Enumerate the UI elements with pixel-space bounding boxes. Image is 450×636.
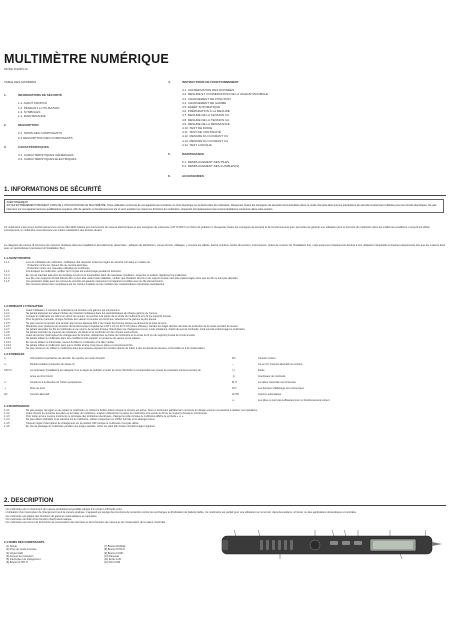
list-item-text: Lorsque le multimètre est relié à un circuit de mesure, ne touchez à la pointe de la sonde du multimètre et le fil (ou support) d'essai. bbox=[26, 315, 172, 319]
component-item: (10) Panneau bbox=[104, 554, 120, 558]
list-item-number: 1.1.1 bbox=[4, 261, 10, 264]
list-item bbox=[4, 425, 446, 428]
list-item-number: 1.4.1 bbox=[4, 409, 10, 412]
toc-subitem: 4.14. TEST LOGIQUE bbox=[182, 142, 212, 147]
symbol-description: Les données d'affichage sont conservées. bbox=[258, 387, 305, 390]
toc-subitem: 1.4. MAINTENANCE bbox=[18, 114, 46, 119]
toc-section-number: 6. bbox=[168, 173, 171, 178]
list-item-number: 1.2.8 bbox=[4, 331, 10, 335]
toc-group bbox=[4, 123, 154, 140]
toc-section-number: 2. bbox=[4, 123, 7, 128]
list-item-text: Toujours régler l'interrupteur de changement sur la position OFF lorsque le multimètre n'est pas utilisé. bbox=[26, 421, 140, 425]
toc-subitem: 4.2. MESURE ET CONSERVATION DE LA VALEUR MAXIMALE bbox=[182, 92, 268, 97]
symbol-glyph: DC bbox=[232, 357, 236, 360]
list-item-number bbox=[4, 283, 26, 286]
component-item: (9) Bouton FUNC. bbox=[104, 551, 125, 555]
list-item-number: 1.4.3 bbox=[4, 415, 10, 419]
toc-subitem: 1.2. PENDANT L'UTILISATION bbox=[18, 105, 60, 110]
warning-text: SOYEZ EXTRÊMEMENT PRUDENT LORS DE L'UTILISATION DE CE MULTIMÈTRE. Toute utilisation incorrecte de cet appareil peut entraîner un choc électrique ou la destruction du multimètre. Respectez toutes les consignes de sécurité recommandées dans ce mode d'emploi ainsi que les précautions de sécurité couramment utilisées pour les circuits électriques. Ne pas intervenir sur cet appareil sans les qualifications requises. Afin de garantir un fonctionnement sûr et pour exploiter au mieux les fonctions du multimètre, respectez scrupuleusement les recommandations contenues dans cette section. bbox=[6, 204, 437, 211]
list-item-number: 1.1.3 bbox=[4, 273, 10, 277]
list-item-number: 1.1.5 bbox=[4, 279, 10, 283]
symbol-description: Avertisseur de continuité bbox=[258, 375, 286, 378]
list-item-text: Des mesures doivent être remplacées par les mêmes modèles ou des modèles aux caractéristiques électriques équivalentes. bbox=[26, 283, 165, 287]
symbol-glyph: ⏚ bbox=[4, 387, 7, 390]
subheading-1-1: 1.1 AVANT PROPOS bbox=[4, 256, 31, 260]
subheading-1-4: 1.4 MAINTENANCE bbox=[4, 404, 30, 408]
toc-subitem: 2.2 DESCRIPTION DES COMPOSANTS bbox=[18, 135, 73, 140]
symbol-description: Informations importantes de sécurité. Se reporter au mode d'emploi. bbox=[30, 357, 106, 360]
description-bullet: · Ce multimètre est doté d'une fonction d'arrêt automatique. bbox=[4, 517, 73, 521]
symbol-description: Double isolation (protection de classe II) bbox=[30, 363, 75, 366]
toc-subitem: 1.1. AVANT PROPOS bbox=[18, 101, 47, 106]
toc-subitem: 4.12. MESURE DU COURANT CC bbox=[182, 134, 229, 139]
list-item-text: Ne jamais raccorder les fils du multimètre à une source de tension lorsque l'interrupteur de changement est en mode résistance, d'arrêt du test de continuité. Cela pourrait endommager le multimètre. bbox=[26, 327, 246, 331]
component-item: (3) Voyant LED bbox=[6, 551, 23, 555]
toc-section-number: 5. bbox=[168, 152, 171, 157]
list-item-text: Pour la gamme manuelle, lorsque l'échelle des valeurs à mesurer est inconnue, sélectionnez la gamme la plus élevée. bbox=[26, 318, 157, 322]
section-rule bbox=[4, 505, 446, 506]
warning-box bbox=[4, 199, 444, 213]
toc-heading: TABLE DES MATIÈRES bbox=[4, 80, 37, 84]
list-item-text: Les fils et les supports d'essai doivent être en bon état. Avant toute utilisation, vérifiez que l'isolation des fils et du support d'essai n'est pas endommagée et/ou que les fils ne sont pas dénudés. bbox=[26, 276, 239, 280]
list-item-text: Ne pas mesurer la tension si la tension aux bornes dépasse 600 V au niveau des bornes situées au-dessus de la prise de terre. bbox=[26, 321, 168, 325]
description-bullet: · Ce multimètre est équipé des fonctions de gammes automatiques et manuelles. bbox=[4, 514, 98, 518]
toc-subitem: 2.1. NOMS DES COMPOSANTS bbox=[18, 131, 63, 136]
symbol-glyph: ⚠ bbox=[4, 381, 7, 384]
toc-group bbox=[168, 174, 348, 182]
list-item-text: En cas de mauvais état et/ou de stockage incorrect ou d'expédition dans de mauvaises conditions, inspectez et évaluez rapidement le multimètre. bbox=[26, 273, 188, 277]
list-item-text: En cas de stockage du multimètre pendant une longue période, retirer les piles afin d'éviter d'endommager l'appareil. bbox=[26, 424, 156, 428]
list-item-text: En cas de défaut ou d'anomalie, cessez d'utiliser le multimètre et le faire vérifier. bbox=[26, 340, 115, 344]
symbol-description: Les piles ne sont pas suffisantes pour un fonctionnement correct. bbox=[258, 399, 331, 402]
component-item: (1) Sonde bbox=[6, 545, 17, 548]
symbol-description: La surtension (installation) de catégorie III et le degré de pollution 2 selon la norme CEI 1010-1 correspondent au niveau de protection contre la tension de tenue au choc fourni. bbox=[30, 369, 201, 378]
list-item-number: 1.2.2 bbox=[4, 312, 10, 316]
list-item-number: 1.2.6 bbox=[4, 324, 10, 328]
subheading-2-1: 2.1 NOMS DES COMPOSANTS bbox=[4, 540, 45, 544]
section-1-title: 1. INFORMATIONS DE SÉCURITÉ bbox=[4, 186, 102, 193]
list-item-text: Ne jamais utiliser le multimètre sans que le boîtier arrière n'est pas en place et correctement fixé. bbox=[26, 343, 134, 347]
toc-subitem: 4.7. MESURE DE LA TENSION CC bbox=[182, 113, 230, 118]
symbol-description: Gamme automatique bbox=[258, 393, 282, 396]
list-item-number: 1.2.4 bbox=[4, 318, 10, 322]
toc-subitem: 4.11. TEST DE CONTINUITÉ bbox=[182, 130, 222, 135]
toc-right bbox=[168, 80, 348, 187]
list-item-number: 1.2.12 bbox=[4, 343, 11, 347]
toc-section-number: 3. bbox=[4, 144, 7, 149]
symbol-description: CA ou CC (courant alternatif ou continu) bbox=[258, 363, 303, 366]
toc-section-label: MAINTENANCE bbox=[182, 152, 205, 157]
list-item-text: Manipulez avec prudence les tensions de fonctionnement supérieures à 60 V CC ou 30 V CA (valeur efficace). Gardez les doigts derrière l'anneau de protection de la sonde pendant la mesure. bbox=[26, 324, 239, 328]
toc-section-label: ACCESSOIRES bbox=[182, 173, 204, 178]
subheading-1-3: 1.3 SYMBOLES bbox=[4, 352, 25, 356]
list-item-text: Ne jamais utiliser le multimètre dans des conditions d'air explosif, en présence de vapeur ou de saletés. bbox=[26, 337, 141, 341]
component-item: (11) Écran LCD bbox=[104, 558, 122, 562]
list-item-text: Avant de tourner l'interrupteur de changement de fonction, débranchez la pointe du multimètre et la sonde du fil (ou du support) d'essai du circuit à tester. bbox=[26, 334, 196, 338]
component-item: (7) Bouton RANGE bbox=[104, 545, 126, 548]
list-item-text: Une protection totale avec les normes de sécurité est garantie uniquement si l'appareil est utilisé avec les fils d'essai fournis. bbox=[26, 279, 164, 283]
toc-section-number: 1. bbox=[4, 93, 7, 98]
list-item-text: Ne pas utiliser d'abrasifs ni de solvants sur le multimètre, utiliser uniquement un chiffon humide et du détergent doux. bbox=[26, 418, 156, 422]
symbol-description: Conforme à la directive de l'Union européenne. bbox=[30, 381, 83, 384]
toc-subitem: 3.2. CARACTÉRISTIQUES ÉLECTRIQUES bbox=[18, 157, 77, 162]
symbol-glyph: ⚠ bbox=[4, 357, 7, 360]
symbol-row bbox=[232, 398, 444, 404]
list-1-1 bbox=[4, 261, 446, 286]
symbol-row bbox=[4, 368, 204, 380]
component-item: (2) Prise de sonde inversée bbox=[6, 548, 37, 552]
list-item-number: 1.4.6 bbox=[4, 424, 10, 428]
list-1-4 bbox=[4, 409, 446, 428]
symbols-left bbox=[4, 356, 204, 398]
list-item-text: Pour éviter qu'une mesure incorrecte ne provoque des problèmes électriques, changer les piles lorsque le multimètre affiche le symbole « ▭ ». bbox=[26, 415, 185, 419]
component-item: (5) Interrupteur de changement bbox=[6, 558, 41, 562]
symbol-glyph: AC bbox=[4, 393, 8, 396]
component-item: (4) Anneau de protection bbox=[6, 554, 34, 558]
list-item-number: 1.4.5 bbox=[4, 421, 10, 425]
list-item-number: 1.2.5 bbox=[4, 321, 10, 325]
toc-spacer bbox=[168, 178, 348, 182]
components-right bbox=[104, 545, 184, 565]
toc-group bbox=[168, 80, 348, 147]
list-item-text: Ne jamais dépasser les valeurs limites de protection indiquées dans les caractéristiques de chaque gamme de mesure. bbox=[26, 312, 158, 316]
toc-section-label: INFORMATIONS DE SÉCURITÉ bbox=[18, 93, 62, 98]
toc-subitem: 4.6. PRÉPARATION À LA MESURE bbox=[182, 109, 230, 114]
components-left bbox=[6, 545, 86, 565]
symbols-right bbox=[232, 356, 444, 404]
symbol-glyph: ▭ bbox=[4, 363, 7, 366]
symbol-glyph: ▭ bbox=[232, 399, 235, 402]
list-item-number: 1.2.3 bbox=[4, 315, 10, 319]
toc-section-number: 4. bbox=[168, 80, 171, 84]
toc-subitem: 4.13. MESURE DU COURANT CA bbox=[182, 138, 229, 143]
toc-subitem: 4.3. CHANGEMENT DE FONCTION bbox=[182, 96, 231, 101]
list-1-2 bbox=[4, 309, 446, 350]
list-item-number: 1.2.7 bbox=[4, 327, 10, 331]
list-item-number: 1.1.2 bbox=[4, 270, 10, 274]
list-item-number: 1.4.4 bbox=[4, 418, 10, 422]
toc-subitem: 4.1. CONSERVATION DES DONNÉES bbox=[182, 88, 235, 93]
description-bullet: · L'utilisation d'un interrupteur de changement rend la mesure pratique. L'appareil est équipé des fonctions de protection contre les surcharges et d'indication de batterie faible. Ce multimètre est parfait pour une utilisation sur le terrain, dans des ateliers, à l'école, ou des applications domestiques et centrales. bbox=[4, 511, 357, 515]
toc-subitem: 1.3. SYMBOLES bbox=[18, 109, 41, 114]
toc-group bbox=[4, 93, 154, 118]
symbol-glyph: M.H bbox=[232, 381, 237, 384]
list-item-text: Lors de l'utilisation du multimètre, l'utilisateur doit respecter toutes les règles de sécurité normales en matière de : bbox=[26, 261, 152, 264]
symbol-description: Courant continu bbox=[258, 357, 276, 360]
toc-subitem: 5.1. REMPLACEMENT DES PILES bbox=[182, 160, 230, 165]
symbol-description: Diode bbox=[258, 369, 265, 372]
symbol-row bbox=[4, 392, 204, 398]
list-item bbox=[4, 347, 446, 350]
symbol-glyph: AUTO bbox=[232, 393, 239, 396]
list-item-text: · Protection contre les risques liés au courant électrique. bbox=[26, 264, 89, 268]
list-item bbox=[4, 283, 446, 286]
toc-subitem: 4.4. CHANGEMENT DE GAMME bbox=[182, 100, 227, 105]
list-item-number: 1.2.13 bbox=[4, 346, 11, 350]
list-item-number: 1.1.4 bbox=[4, 276, 10, 280]
component-item: (12) Port COM bbox=[104, 561, 121, 565]
list-item-text: Avant d'ouvrir le couvercle des piles ou le boîtier du multimètre, toujours débrancher la pointe du multimètre et la sonde du fil (ou du support) d'essai du circuit testé. bbox=[26, 412, 208, 416]
toc-section-label: DESCRIPTION bbox=[18, 123, 39, 128]
list-item-text: Ne jamais procéder de mesures de résistance, de diode et de continuité sur des circuits sous tension. bbox=[26, 331, 139, 335]
description-bullet: · Ce multimètre est pourvu de la fonction de conservation des données et de la fonction de mesure et de conservation de la valeur maximale. bbox=[4, 521, 166, 525]
list-item-text: Avant l'utilisation, il convient de sélectionner la fonction et la gamme qui conviennent. bbox=[26, 309, 121, 312]
list-item-number: 1.2.10 bbox=[4, 337, 11, 341]
symbol-description: Courant alternatif bbox=[30, 393, 50, 396]
multimeter-illustration bbox=[220, 528, 444, 560]
list-item-text: Ne pas conserver ou utiliser le multimètre dans des espaces exposés à la lumière directe du soleil, à des températures élevées, à l'humidité ou à la condensation. bbox=[26, 346, 206, 350]
section-2-title: 2. DESCRIPTION bbox=[4, 497, 54, 504]
toc-group bbox=[168, 152, 348, 169]
section-rule bbox=[4, 195, 446, 196]
symbol-glyph: D.H bbox=[232, 387, 237, 390]
component-item: (6) Bouton D.H/H.H bbox=[6, 561, 28, 565]
symbol-glyph: ~ bbox=[232, 363, 234, 366]
list-item-number: 1.4.2 bbox=[4, 412, 10, 416]
list-item-text: À la livraison du multimètre, vérifiez qu'il n'a pas été endommagé pendant le transport. bbox=[26, 270, 122, 274]
toc-subitem: 4.10. TEST DE DIODE bbox=[182, 126, 213, 131]
toc-subitem: 4.5. ARRÊT AUTOMATIQUE bbox=[182, 105, 221, 110]
category-paragraph: La catégorie de mesure III concerne les mesures réalisées dans les installations des bâtiments. (Exemples : tableaux de distribution, coupe-circuits, câblages, y compris les câbles, barres omnibus, boîtes de jonction, interrupteurs, prises de courant sur l'installation fixe, mais aussi pour l'équipement destiné à une utilisation industrielle et d'autres équipements tels que les moteurs fixes avec un raccordement permanent à l'installation fixe). bbox=[4, 244, 446, 251]
list-item-number: 1.2.9 bbox=[4, 334, 10, 338]
description-bullets bbox=[4, 508, 446, 524]
page-title: MULTIMÈTRE NUMÉRIQUE bbox=[4, 52, 169, 66]
model-subtitle: MODE D'EMPLOI bbox=[4, 67, 28, 71]
symbol-glyph: CAT III bbox=[4, 369, 12, 372]
description-bullet: · Ce multimètre est un instrument de mesure professionnel portable équipé d'un écran LCD facile à lire. bbox=[4, 508, 123, 511]
list-item-number: 1.2.11 bbox=[4, 340, 11, 344]
toc-group bbox=[4, 145, 154, 162]
symbol-description: La valeur maximale est conservée. bbox=[258, 381, 297, 384]
toc-section-label: INSTRUCTIONS DE FONCTIONNEMENT bbox=[182, 80, 239, 84]
intro-paragraph: Ce multimètre a été conçu conformément à la norme CEI 1010 relative aux instruments de mesure électroniques et aux consignes de surtension CAT III 600 V et critère de pollution 2. Respectez toutes les consignes de sécurité et de fonctionnement pour permettre de garantir une utilisation sûre et correcte du multimètre dans les meilleures conditions. Lorsqu'il est utilisé correctement, le multimètre vous donnera une entière satisfaction des années durant. bbox=[4, 226, 430, 233]
toc-subitem: 5.2. REMPLACEMENT DES FUSIBLES(S) bbox=[182, 164, 240, 169]
list-item-text: · Protection contre une mauvaise utilisation du multimètre. bbox=[26, 267, 91, 271]
toc-subitem: 3.1. CARACTÉRISTIQUES GÉNÉRALES bbox=[18, 153, 74, 158]
subheading-1-2: 1.2 PENDANT L'UTILISATION bbox=[4, 304, 43, 308]
symbol-description: Prise de terre bbox=[30, 387, 46, 390]
toc-section-label: CARACTÉRISTIQUES bbox=[18, 144, 49, 149]
toc-left bbox=[4, 80, 154, 166]
symbol-glyph: ·)) bbox=[232, 375, 235, 378]
list-item-text: Ne pas essayer de régler ou de réparer le multimètre en retirant le boîtier arrière lorsque la tension est active. Seul un technicien parfaitement conscient du danger encouru est autorisé à réaliser ces opérations. bbox=[26, 409, 258, 412]
toc-subitem: 4.9. MESURE DE LA RÉSISTANCE bbox=[182, 121, 230, 126]
warning-title: AVERTISSEMENT bbox=[6, 201, 29, 204]
component-item: (8) Bouton M.H/LH bbox=[104, 548, 125, 552]
toc-subitem: 4.8. MESURE DE LA TENSION CA bbox=[182, 117, 230, 122]
list-item-number: 1.2.1 bbox=[4, 309, 10, 312]
symbol-glyph: ▷| bbox=[232, 369, 235, 372]
